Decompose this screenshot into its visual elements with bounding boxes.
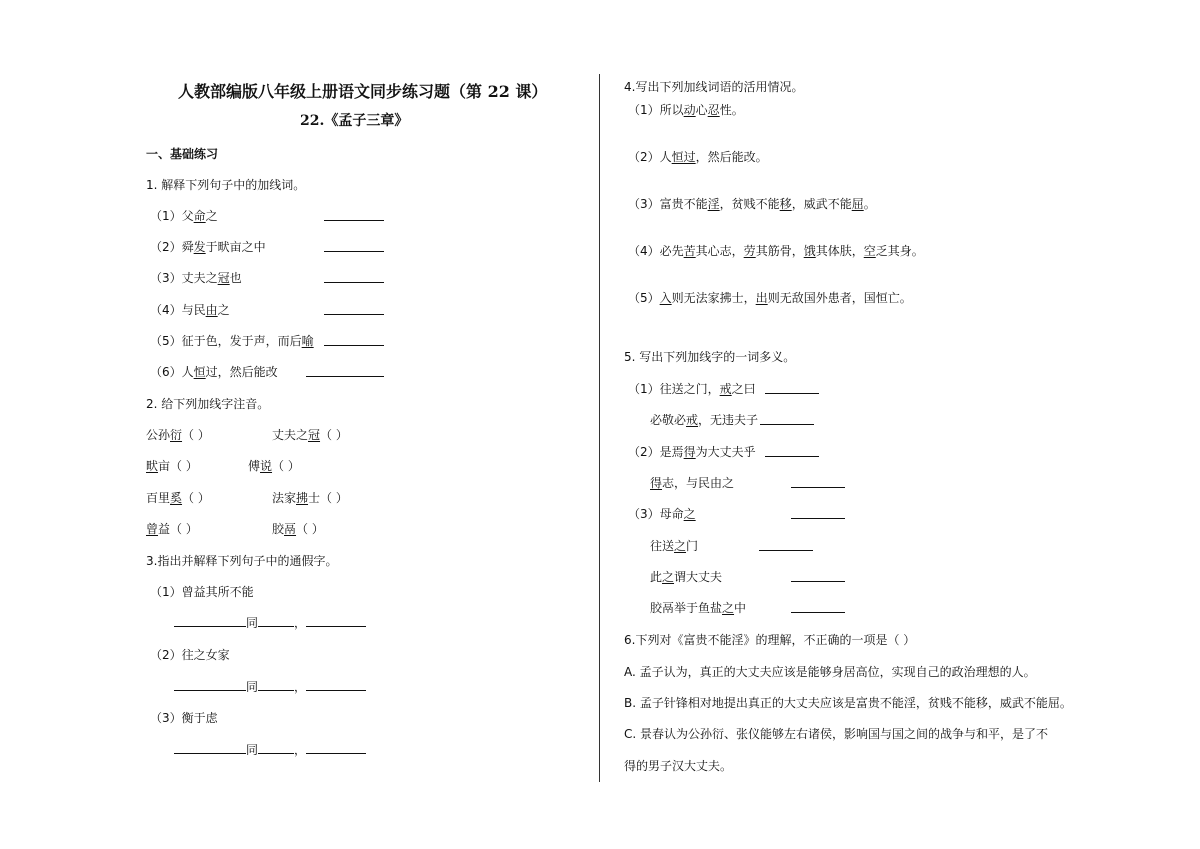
q2-item [146, 489, 210, 506]
q5-item-post: 门 [686, 539, 699, 553]
q1-item [150, 301, 230, 318]
q4-text-underlined: 劳 [743, 244, 756, 258]
q5-item-underlined: 之 [683, 507, 696, 521]
q2-item-post: （ ） [272, 459, 300, 473]
q4-text: 则无法家拂士， [671, 291, 756, 305]
q5-item [650, 599, 746, 616]
q2-stem: 2. 给下列加线字注音。 [146, 397, 270, 411]
answer-blank[interactable] [258, 741, 294, 754]
section-heading: 一、基础练习 [146, 147, 219, 161]
q5-item-pre: （1）往送之门， [628, 382, 720, 396]
q4-text: 心 [695, 103, 708, 117]
q6-option: C. 景春认为公孙衍、张仪能够左右诸侯，影响国与国之间的战争与和平，是了不 [624, 727, 1049, 741]
q4-text: ，贫贱不能 [719, 197, 780, 211]
q1-item-post: 也 [229, 271, 242, 285]
q1-item-pre: （3）丈夫之 [150, 271, 218, 285]
q2-item [272, 489, 348, 506]
q5-item [628, 505, 696, 522]
q3-stem: 3.指出并解释下列句子中的通假字。 [146, 554, 338, 568]
q1-item-pre: （6）人 [150, 365, 194, 379]
q4-text: 性。 [719, 103, 744, 117]
q1-item-underlined: 喻 [301, 334, 314, 348]
answer-blank[interactable] [324, 239, 384, 252]
q4-text: 乏其身。 [875, 244, 924, 258]
answer-blank[interactable] [760, 412, 814, 425]
answer-blank[interactable] [759, 538, 813, 551]
answer-blank[interactable] [324, 270, 384, 283]
q5-item [650, 568, 722, 585]
q2-item-post: （ ） [182, 491, 210, 505]
q5-item-post: 中 [734, 601, 747, 615]
answer-blank[interactable] [306, 364, 384, 377]
q5-item [628, 443, 756, 460]
q1-item-post: 之 [205, 209, 218, 223]
q4-text: 其心志， [695, 244, 744, 258]
q1-item-pre: （2）舜 [150, 240, 194, 254]
answer-blank[interactable] [306, 614, 366, 627]
q1-item [150, 363, 278, 380]
q5-item-pre: 此 [650, 570, 663, 584]
q4-item [628, 242, 924, 259]
q2-item [272, 426, 348, 443]
column-divider [599, 74, 600, 782]
q1-item [150, 207, 218, 224]
q2-item-underlined: 奚 [170, 491, 183, 505]
q2-item [248, 457, 300, 474]
q2-item-pre: 丈夫之 [272, 428, 309, 442]
answer-blank[interactable] [765, 381, 819, 394]
comma: ， [294, 616, 307, 630]
q5-item [650, 537, 698, 554]
q4-text: （5） [628, 291, 660, 305]
page-title: 人教部编版八年级上册语文同步练习题（第 22 课） [178, 82, 548, 101]
q2-item-underlined: 曾 [146, 522, 159, 536]
q4-text: （1）所以 [628, 103, 684, 117]
q4-stem: 4.写出下列加线词语的活用情况。 [624, 80, 804, 94]
q2-item-post: 益（ ） [158, 522, 198, 536]
q1-item [150, 269, 242, 286]
answer-blank[interactable] [174, 741, 246, 754]
answer-blank[interactable] [306, 678, 366, 691]
answer-blank[interactable] [324, 208, 384, 221]
q2-item-pre: 百里 [146, 491, 171, 505]
answer-blank[interactable] [791, 569, 845, 582]
q4-text-underlined: 淫 [707, 197, 720, 211]
q5-item-post: 为大丈夫乎 [695, 445, 756, 459]
q4-text-underlined: 移 [779, 197, 792, 211]
q5-item-pre: 往送 [650, 539, 675, 553]
q1-item-underlined: 冠 [217, 271, 230, 285]
q1-item [150, 238, 266, 255]
q2-item-pre: 法家 [272, 491, 297, 505]
q4-text-underlined: 动 [683, 103, 696, 117]
q1-item-pre: （4）与民 [150, 303, 206, 317]
q5-item-underlined: 得 [650, 476, 663, 490]
q6-option-continued: 得的男子汉大丈夫。 [624, 759, 733, 773]
q4-text-underlined: 屈 [851, 197, 864, 211]
q4-text: 其筋骨， [755, 244, 804, 258]
q2-item-underlined: 说 [260, 459, 273, 473]
answer-blank[interactable] [306, 741, 366, 754]
answer-blank[interactable] [324, 333, 384, 346]
q3-item: （2）往之女家 [150, 648, 230, 662]
q4-item [628, 101, 744, 118]
q2-item [146, 520, 198, 537]
q2-item [272, 520, 324, 537]
same-as-label: 同 [246, 616, 259, 630]
q1-item-pre: （5）征于色，发于声，而后 [150, 334, 302, 348]
q4-text-underlined: 出 [755, 291, 768, 305]
q5-item-pre: （2）是焉 [628, 445, 684, 459]
comma: ， [294, 743, 307, 757]
q5-item [628, 380, 756, 397]
q4-text-underlined: 忍 [707, 103, 720, 117]
q5-item-underlined: 之 [722, 601, 735, 615]
q2-item-pre: 胶 [272, 522, 285, 536]
q5-item-post: ，无违夫子 [698, 413, 759, 427]
q4-text: （3）富贵不能 [628, 197, 708, 211]
q2-item-post: （ ） [320, 428, 348, 442]
q1-item-underlined: 由 [205, 303, 218, 317]
q5-item [650, 411, 758, 428]
q6-option: A. 孟子认为，真正的大丈夫应该是能够身居高位，实现自己的政治理想的人。 [624, 665, 1036, 679]
answer-blank[interactable] [765, 444, 819, 457]
q5-item-pre: （3）母命 [628, 507, 684, 521]
q4-item [628, 289, 912, 306]
q4-text: （4）必先 [628, 244, 684, 258]
q5-item-pre: 胶鬲举于鱼盐 [650, 601, 723, 615]
q5-item-post: 谓大丈夫 [674, 570, 723, 584]
q5-item-post: 之曰 [731, 382, 756, 396]
q3-answer-row [174, 614, 366, 631]
same-as-label: 同 [246, 680, 259, 694]
q4-text-underlined: 恒过 [671, 150, 696, 164]
q4-text: 其体肤， [815, 244, 864, 258]
q2-item-underlined: 冠 [308, 428, 321, 442]
answer-blank[interactable] [258, 678, 294, 691]
q4-item [628, 195, 876, 212]
q1-stem: 1. 解释下列句子中的加线词。 [146, 178, 306, 192]
q4-text: ，然后能改。 [695, 150, 768, 164]
q1-item-underlined: 命 [193, 209, 206, 223]
answer-blank[interactable] [324, 302, 384, 315]
q1-item-underlined: 发 [193, 240, 206, 254]
q2-item-underlined: 鬲 [284, 522, 297, 536]
answer-blank[interactable] [791, 506, 845, 519]
q4-text: 则无敌国外患者，国恒亡。 [767, 291, 912, 305]
q2-item-post: 士（ ） [308, 491, 348, 505]
q3-item: （1）曾益其所不能 [150, 585, 254, 599]
answer-blank[interactable] [258, 614, 294, 627]
q2-item-post: （ ） [296, 522, 324, 536]
answer-blank[interactable] [791, 475, 845, 488]
q5-item-post: 志，与民由之 [662, 476, 735, 490]
q1-item-underlined: 恒 [193, 365, 206, 379]
q5-stem: 5. 写出下列加线字的一词多义。 [624, 350, 796, 364]
q5-item-underlined: 得 [683, 445, 696, 459]
q1-item-post: 之 [217, 303, 230, 317]
q4-text-underlined: 苦 [683, 244, 696, 258]
comma: ， [294, 680, 307, 694]
q2-item-post: （ ） [182, 428, 210, 442]
q4-text: ，威武不能 [791, 197, 852, 211]
q1-item-post: 于畎亩之中 [205, 240, 266, 254]
q1-item [150, 332, 314, 349]
q6-stem: 6.下列对《富贵不能淫》的理解，不正确的一项是（ ） [624, 633, 916, 647]
q5-item-underlined: 戒 [686, 413, 699, 427]
q5-item-pre: 必敬必 [650, 413, 687, 427]
q2-item-underlined: 畎 [146, 459, 159, 473]
q4-text: 。 [863, 197, 876, 211]
answer-blank[interactable] [791, 600, 845, 613]
q5-item-underlined: 之 [674, 539, 687, 553]
q4-text-underlined: 入 [659, 291, 672, 305]
q3-answer-row [174, 678, 366, 695]
page-subtitle: 22.《孟子三章》 [300, 113, 409, 129]
q3-item: （3）衡于虑 [150, 711, 218, 725]
q5-item-underlined: 戒 [719, 382, 732, 396]
q2-item-underlined: 拂 [296, 491, 309, 505]
q4-item [628, 148, 768, 165]
q4-text-underlined: 饿 [803, 244, 816, 258]
q3-answer-row [174, 741, 366, 758]
q2-item [146, 457, 198, 474]
q2-item-underlined: 衍 [170, 428, 183, 442]
answer-blank[interactable] [174, 678, 246, 691]
q2-item [146, 426, 210, 443]
q1-item-pre: （1）父 [150, 209, 194, 223]
q5-item-underlined: 之 [662, 570, 675, 584]
q1-item-post: 过，然后能改 [205, 365, 278, 379]
q5-item [650, 474, 734, 491]
q2-item-pre: 公孙 [146, 428, 171, 442]
answer-blank[interactable] [174, 614, 246, 627]
q4-text-underlined: 空 [863, 244, 876, 258]
q6-option: B. 孟子针锋相对地提出真正的大丈夫应该是富贵不能淫，贫贱不能移，威武不能屈。 [624, 696, 1072, 710]
q2-item-post: 亩（ ） [158, 459, 198, 473]
same-as-label: 同 [246, 743, 259, 757]
q2-item-pre: 傅 [248, 459, 261, 473]
q4-text: （2）人 [628, 150, 672, 164]
